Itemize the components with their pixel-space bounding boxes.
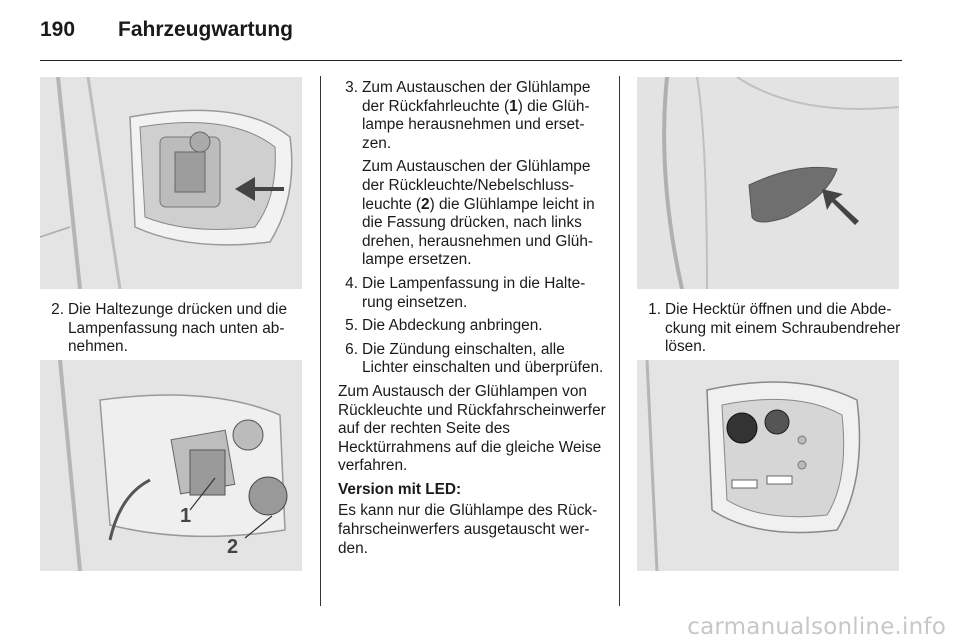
step-text: Die Lampenfassung in die Halterung einsetzen. [362,274,586,311]
hatch-illustration [637,77,899,289]
step-4 [338,275,606,312]
figure-hatch-cover [637,77,899,289]
step-text: Zum Austauschen der Glühlampe der Rückfahrleuchte (1) die Glühlampe herausnehmen und ersetzen. [362,79,591,152]
figure-bulbs [40,360,302,571]
step-text: Die Hecktür öffnen und die Abdeckung mit einem Schraubendreher lösen. [665,301,901,356]
led-heading: Version mit LED: [338,480,462,498]
header-rule [40,60,902,61]
callout-2: 2 [227,536,239,558]
left-steps [44,301,306,362]
step-number: 4. [345,274,358,292]
column-divider-left [320,76,321,606]
figure-lamp-holder [40,77,302,289]
step-text: Die Haltezunge drücken und die Lampenfassung nach unten abnehmen. [68,301,288,356]
watermark: carmanualsonline.info [687,614,946,640]
figure-compartment [637,360,899,571]
step-5 [338,317,606,336]
step-3 [338,79,606,270]
step-number: 5. [345,317,358,335]
step-text: Die Abdeckung anbringen. [362,317,543,335]
page-title: Fahrzeugwartung [118,18,294,41]
step-1 [641,301,907,357]
bulbs-illustration [40,360,302,571]
step-number: 2. [51,301,64,318]
right-side-paragraph: Zum Austausch der Glühlampen von Rückleuchte und Rückfahrscheinwerfer auf der rechten Seite des Hecktürrahmens auf die gleiche Weise verfahren. [338,382,606,475]
step-number: 6. [345,340,358,358]
lamp-holder-illustration [40,77,302,289]
right-steps [641,301,907,362]
step-text: Die Zündung einschalten, alle Lichter einschalten und überprüfen. [362,340,604,377]
step-number: 1. [648,301,661,318]
step-subtext: Zum Austauschen der Glühlampe der Rückleuchte/Nebelschlussleuchte (2) die Glühlampe leicht in die Fassung drücken, nach links drehen, herausnehmen und Glühlampe ersetzen. [362,158,595,269]
page-header [40,18,293,48]
step-6 [338,341,606,378]
step-number: 3. [345,79,358,96]
step-2 [44,301,306,357]
callout-1: 1 [180,505,192,527]
middle-column [338,79,606,563]
page-number: 190 [40,18,76,41]
compartment-illustration [637,360,899,571]
led-text: Es kann nur die Glühlampe des Rückfahrscheinwerfers ausgetauscht werden. [338,502,598,557]
column-divider-right [619,76,620,606]
